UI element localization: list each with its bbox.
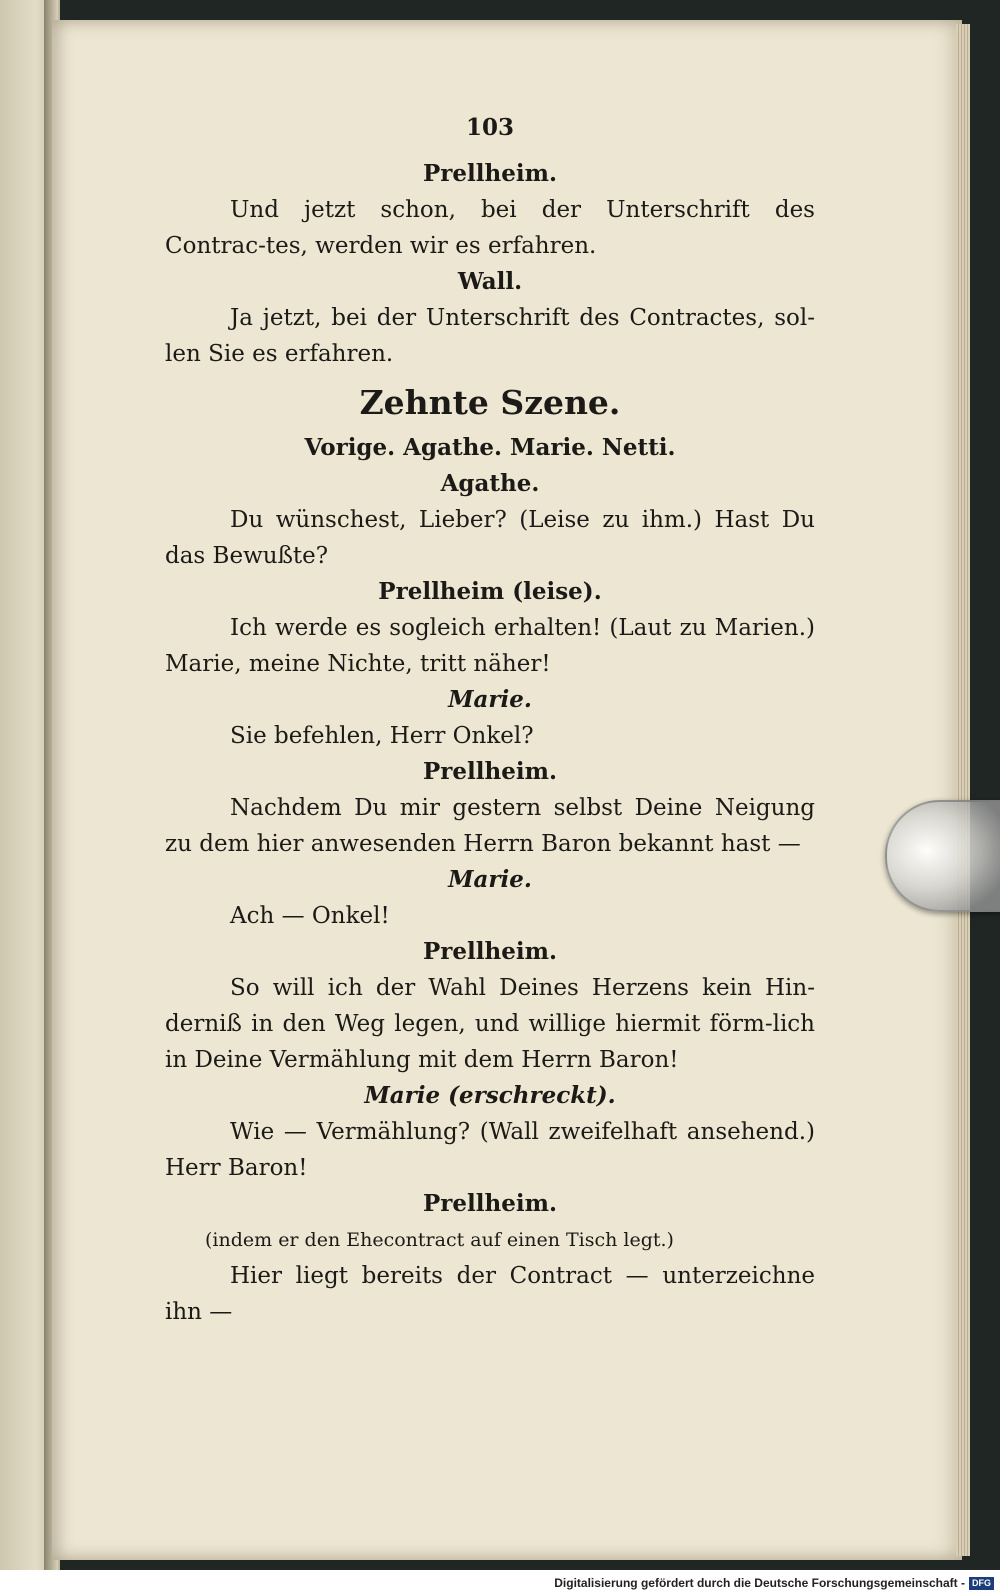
page-number: 103 [465,114,514,141]
speaker-label: Marie (erschreckt). [364,1082,616,1109]
speaker-label: Wall. [457,268,523,295]
speaker-label: Marie. [448,686,532,713]
speaker-label: Prellheim. [423,160,557,187]
stage-direction: (indem er den Ehecontract auf einen Tisch legt.) [205,1229,674,1251]
dialogue-line: Du wünschest, Lieber? (Leise zu ihm.) Hast Du das Bewußte? [165,507,815,569]
footer-text: Digitalisierung gefördert durch die Deutsche Forschungsgemeinschaft - [554,1576,965,1590]
speaker-label: Prellheim. [423,938,557,965]
dialogue-line: Hier liegt bereits der Contract — unterzeichne ihn — [165,1263,815,1325]
speaker-label: Prellheim. [423,1190,557,1217]
dialogue-line: Ach — Onkel! [230,903,390,929]
page-clip [885,800,1000,912]
page-text [165,110,815,1330]
speaker-label: Agathe. [440,470,540,497]
dialogue-line: Nachdem Du mir gestern selbst Deine Neigung zu dem hier anwesenden Herrn Baron bekannt hast — [165,795,815,857]
footer-bar [0,1570,1000,1596]
dialogue-line: Und jetzt schon, bei der Unterschrift des Contrac-tes, werden wir es erfahren. [165,197,815,259]
dialogue-line: Sie befehlen, Herr Onkel? [230,723,534,749]
speaker-label: Marie. [448,866,532,893]
dialogue-line: Ja jetzt, bei der Unterschrift des Contractes, sol-len Sie es erfahren. [165,305,815,367]
speaker-label: Prellheim. [423,758,557,785]
dialogue-line: So will ich der Wahl Deines Herzens kein Hin-derniß in den Weg legen, und willige hiermit förm-lich in Deine Vermählung mit dem Herrn Baron! [165,975,815,1073]
page-stack-edge [956,24,970,1556]
dfg-logo-icon: DFG [969,1577,994,1590]
dialogue-line: Wie — Vermählung? (Wall zweifelhaft ansehend.) Herr Baron! [165,1119,815,1181]
dialogue-line: Ich werde es sogleich erhalten! (Laut zu Marien.) Marie, meine Nichte, tritt näher! [165,615,815,677]
scene-heading: Zehnte Szene. [359,383,621,422]
cast-list: Vorige. Agathe. Marie. Netti. [304,434,676,461]
speaker-label: Prellheim (leise). [378,578,602,605]
